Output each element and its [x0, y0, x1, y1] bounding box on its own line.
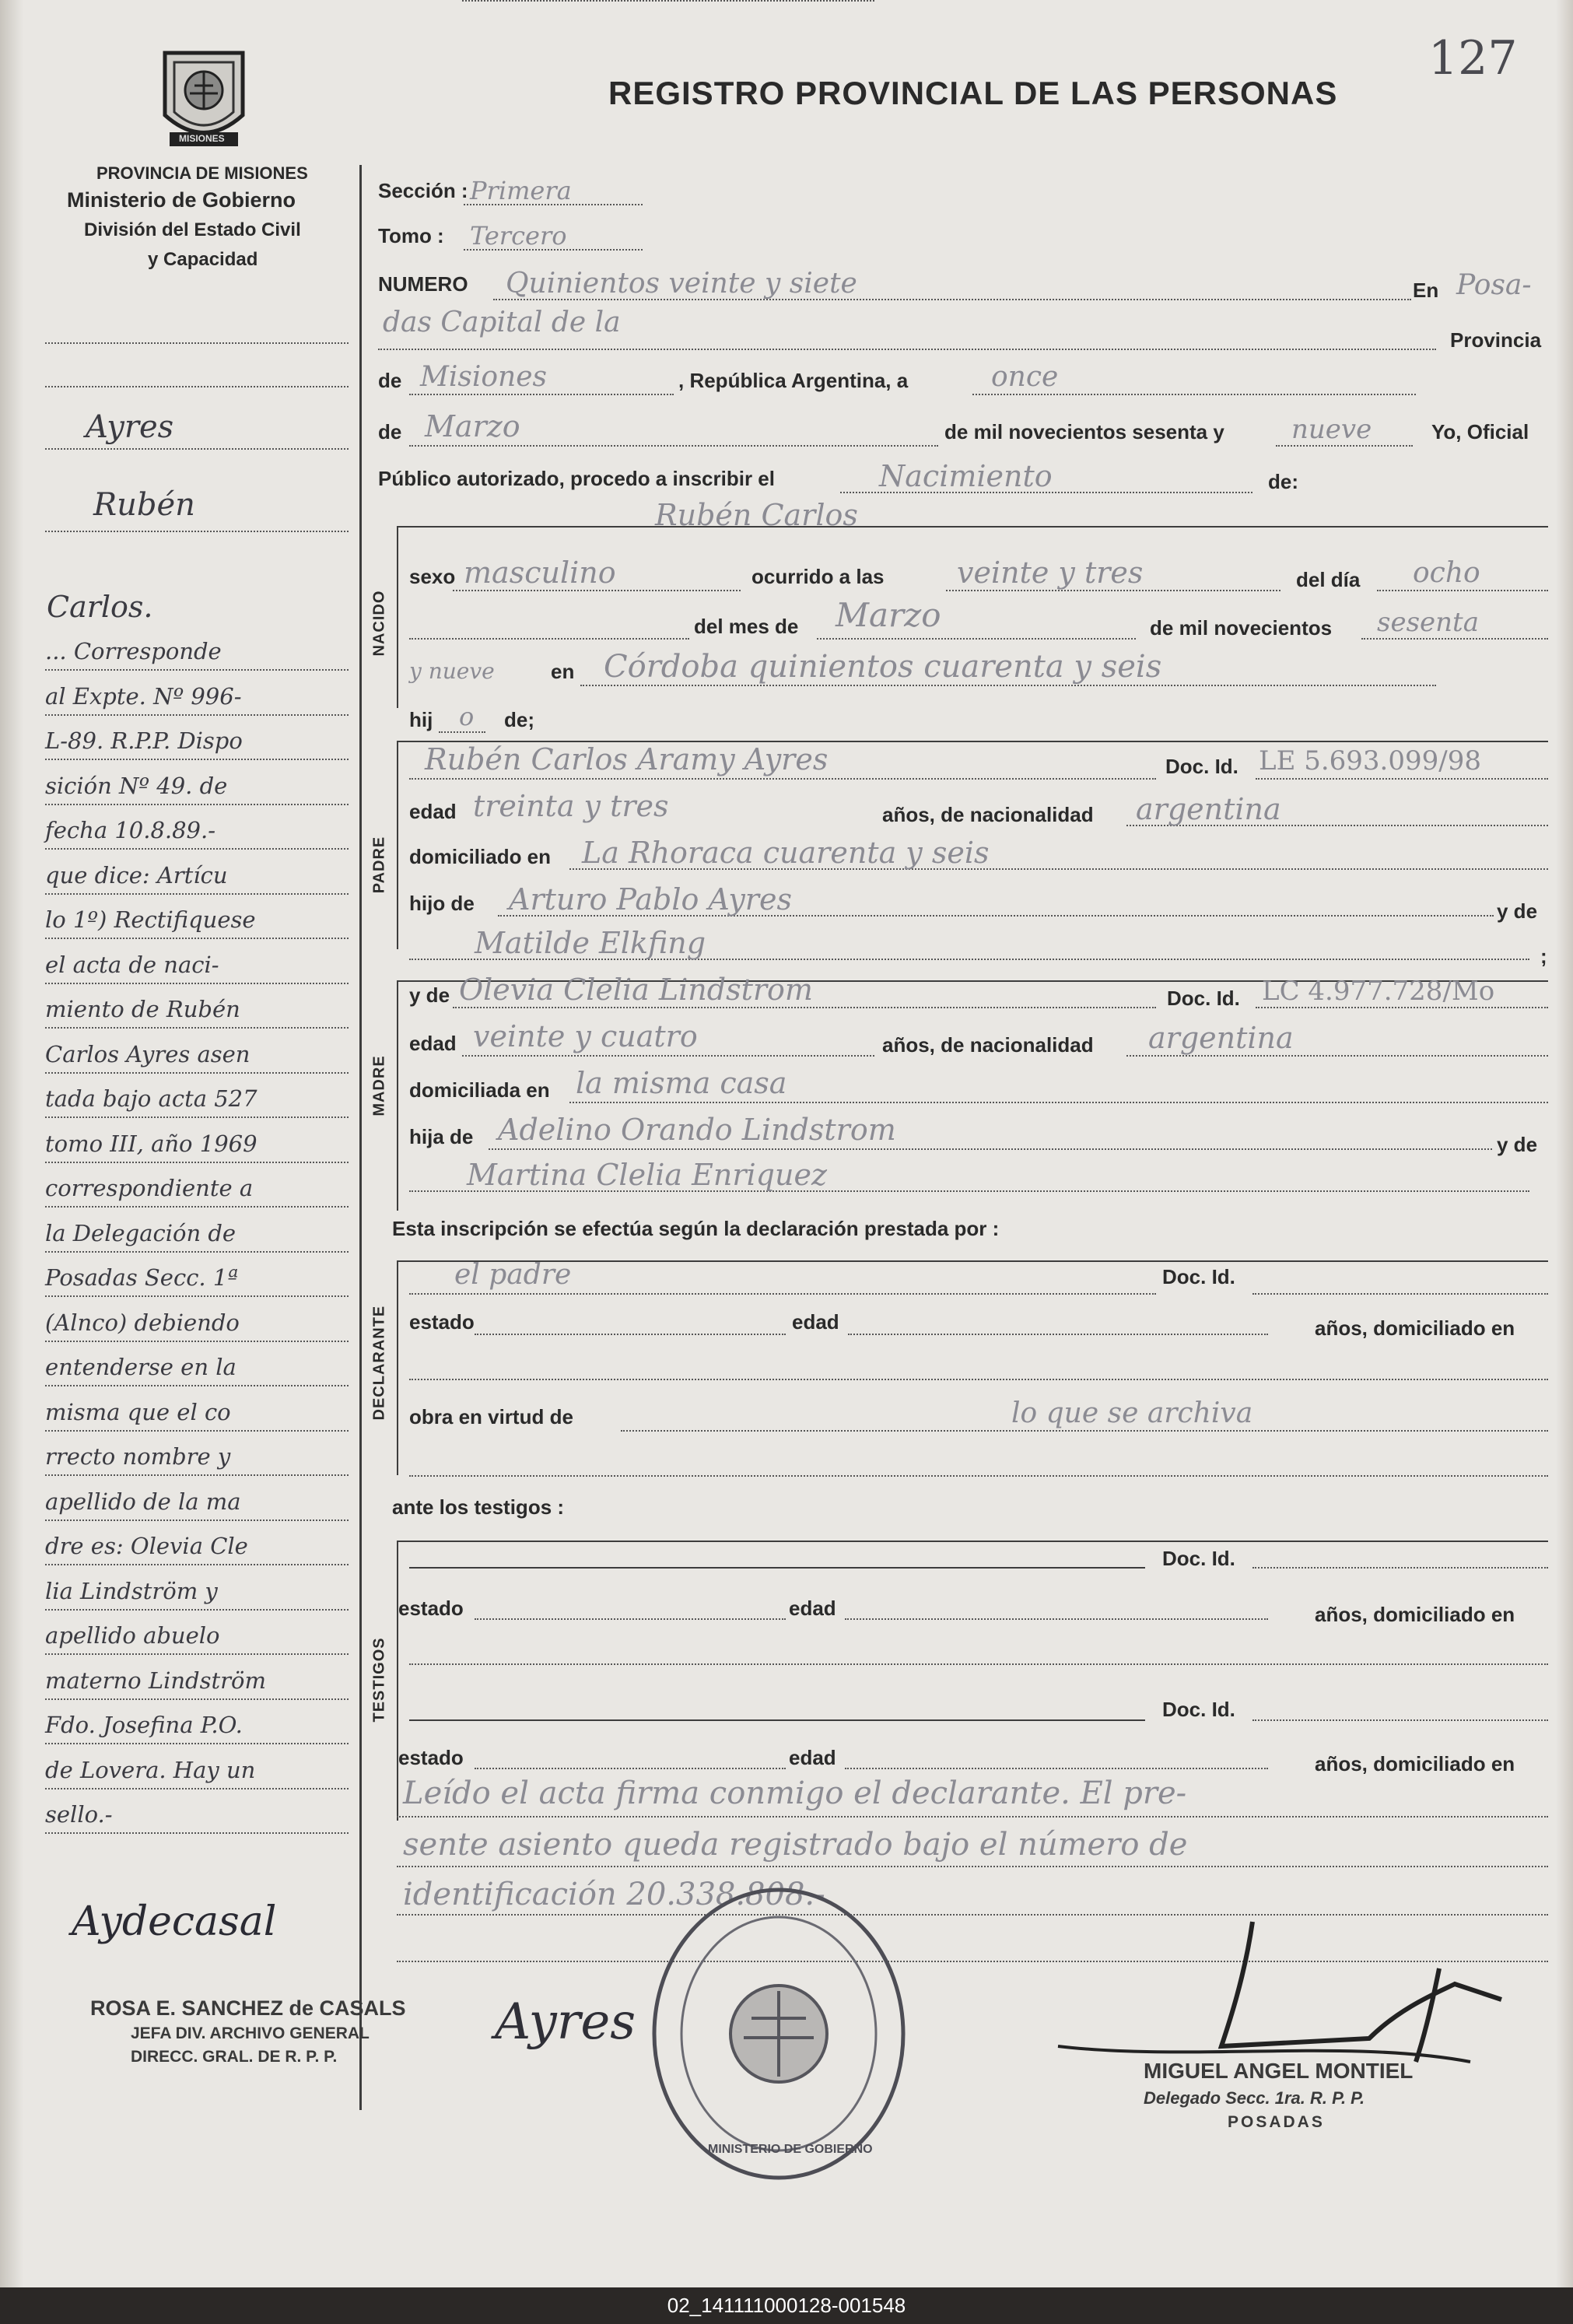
line-madre-edad — [462, 1055, 874, 1057]
value-place-line2: das Capital de la — [383, 307, 621, 338]
line-testigo2-doc — [1252, 1719, 1548, 1721]
margin-annotation-line: lo 1º) Rectifiquese — [45, 906, 256, 933]
right-signature — [1035, 1914, 1540, 2070]
margin-annotation-line: ... Corresponde — [45, 638, 222, 664]
label-declarante-estado: estado — [409, 1310, 475, 1334]
label-madre-y-de-2: y de — [1497, 1133, 1538, 1156]
line-madre-nac — [1126, 1055, 1548, 1057]
label-sexo: sexo — [409, 565, 456, 588]
margin-line — [45, 983, 349, 984]
testigos-bracket — [397, 1541, 398, 1821]
value-acto: Nacimiento — [879, 459, 1053, 493]
label-madre-edad: edad — [409, 1032, 457, 1055]
label-de-2: de — [378, 420, 402, 443]
label-testigo2-doc: Doc. Id. — [1162, 1698, 1235, 1721]
margin-annotation-line: el acta de naci- — [45, 952, 219, 978]
margin-annotation-line: entenderse en la — [45, 1354, 236, 1380]
label-testigo2-dom: años, domiciliado en — [1315, 1752, 1515, 1775]
stamp-right-role: Delegado Secc. 1ra. R. P. P. — [1144, 2088, 1365, 2108]
margin-line — [45, 531, 349, 532]
line-blank-nac — [409, 638, 689, 640]
label-seccion: Sección : — [378, 179, 468, 202]
line-testigo2-estado — [475, 1768, 786, 1769]
closing-line-1: Leído el acta firma conmigo el declarante. El pre- — [403, 1775, 1187, 1811]
margin-line — [45, 759, 349, 760]
value-madre-nombre: Olevia Clelia Lindstrom — [459, 973, 813, 1007]
line-testigo2-edad — [845, 1768, 1268, 1769]
label-mil-nov: de mil novecientos — [1150, 616, 1333, 640]
margin-annotation-line: que dice: Artícu — [45, 862, 228, 889]
line-dia — [972, 394, 1416, 395]
margin-line — [45, 893, 349, 895]
margin-line — [45, 1072, 349, 1074]
stamp-right-city: POSADAS — [1228, 2113, 1325, 2131]
line-madre-padre — [489, 1148, 1492, 1150]
margin-line — [45, 1116, 349, 1118]
margin-annotation-line: fecha 10.8.89.- — [45, 817, 216, 843]
margin-line — [45, 848, 349, 850]
margin-line — [45, 1206, 349, 1208]
margin-annotation-line: tada bajo acta 527 — [45, 1085, 257, 1112]
margin-firstname: Rubén — [93, 487, 195, 523]
line-obra — [621, 1430, 1548, 1432]
line-sexo — [453, 590, 741, 591]
margin-line — [45, 1027, 349, 1029]
label-testigo1-estado: estado — [398, 1597, 464, 1620]
label-publico: Público autorizado, procedo a inscribir el — [378, 467, 775, 490]
margin-signature: Aydecasal — [72, 1898, 277, 1945]
margin-line — [45, 1832, 349, 1834]
line-testigo1 — [409, 1567, 1145, 1569]
margin-annotation-line: lia Lindström y — [45, 1578, 218, 1604]
line-lugar — [580, 685, 1436, 686]
margin-line — [45, 1251, 349, 1253]
label-declarante-edad: edad — [792, 1310, 839, 1334]
margin-line — [45, 1162, 349, 1163]
line-hora — [946, 590, 1280, 591]
margin-line — [45, 1743, 349, 1744]
margin-annotation-line: la Delegación de — [45, 1220, 236, 1246]
line-obra-2 — [409, 1475, 1548, 1477]
margin-annotation-line: (Alnco) debiendo — [45, 1309, 240, 1336]
margin-line — [45, 1385, 349, 1386]
document-title: REGISTRO PROVINCIAL DE LAS PERSONAS — [608, 75, 1338, 111]
stamp-left-office: DIRECC. GRAL. DE R. P. P. — [131, 2048, 338, 2066]
label-de-p: de; — [504, 708, 534, 731]
margin-secondname: Carlos. — [47, 590, 153, 624]
margin-annotation-line: correspondiente a — [45, 1175, 254, 1201]
label-del-mes: del mes de — [694, 615, 799, 638]
label-testigo2-estado: estado — [398, 1746, 464, 1769]
header-division: División del Estado Civil — [84, 219, 301, 240]
section-nacido: NACIDO — [370, 590, 388, 657]
header-province: PROVINCIA DE MISIONES — [96, 163, 308, 183]
margin-line — [45, 1520, 349, 1521]
margin-line — [45, 669, 349, 671]
line-hijo-letra — [439, 731, 485, 733]
label-provincia: Provincia — [1450, 328, 1542, 352]
value-hijo-letra: o — [459, 702, 475, 731]
header-capacity: y Capacidad — [148, 249, 258, 270]
value-provincia-nombre: Misiones — [420, 361, 548, 393]
column-divider — [359, 165, 362, 2110]
label-ante: ante los testigos : — [392, 1495, 565, 1519]
margin-line — [45, 1609, 349, 1611]
section-testigos: TESTIGOS — [370, 1637, 388, 1723]
label-en: En — [1413, 279, 1439, 302]
margin-annotation-line: Posadas Secc. 1ª — [45, 1264, 239, 1291]
label-en-lugar: en — [551, 660, 575, 683]
line-madre-dom — [569, 1102, 1548, 1103]
value-padre-nombre: Rubén Carlos Aramy Ayres — [425, 742, 829, 776]
label-madre-y-de: y de — [409, 983, 450, 1007]
margin-annotation-line: materno Lindström — [45, 1667, 266, 1694]
margin-line — [45, 1698, 349, 1700]
nacido-bracket — [397, 526, 398, 708]
label-padre-edad: edad — [409, 800, 457, 823]
value-hora: veinte y tres — [957, 556, 1144, 590]
middle-signature: Ayres — [495, 1993, 636, 2051]
margin-annotation-line: rrecto nombre y — [45, 1443, 231, 1470]
stamp-left-role: JEFA DIV. ARCHIVO GENERAL — [131, 2024, 370, 2042]
page-number: 127 — [1428, 31, 1518, 86]
value-dia-nac: ocho — [1413, 557, 1480, 589]
line-ano — [1276, 445, 1413, 447]
line-declarante — [409, 1293, 1156, 1295]
value-madre-padre: Adelino Orando Lindstrom — [498, 1113, 896, 1147]
header-ministry: Ministerio de Gobierno — [67, 188, 296, 212]
label-padre-dom: domiciliado en — [409, 845, 552, 868]
margin-annotation-line: al Expte. Nº 996- — [45, 683, 242, 710]
margin-line — [45, 938, 349, 939]
line-madre-doc — [1256, 1007, 1548, 1008]
value-nombre-nacido: Rubén Carlos — [655, 498, 858, 532]
label-testigo1-doc: Doc. Id. — [1162, 1547, 1235, 1570]
label-testigo1-dom: años, domiciliado en — [1315, 1603, 1515, 1626]
margin-line — [45, 448, 349, 450]
value-ano-nac-a: sesenta — [1377, 607, 1479, 638]
line-place — [378, 349, 1436, 350]
misiones-emblem — [157, 45, 250, 152]
label-testigo2-edad: edad — [789, 1746, 836, 1769]
line-mes-nac — [817, 638, 1136, 640]
closing-line-2: sente asiento queda registrado bajo el número de — [403, 1827, 1188, 1863]
image-caption: 02_141111000128-001548 — [0, 2287, 1573, 2324]
label-ocurrido: ocurrido a las — [751, 565, 885, 588]
margin-annotation-line: tomo III, año 1969 — [45, 1130, 257, 1157]
nacido-top-line — [397, 526, 1548, 528]
margin-annotation-line: sición Nº 49. de — [45, 773, 228, 799]
value-madre-dom: la misma casa — [576, 1066, 787, 1100]
section-declarante: DECLARANTE — [370, 1305, 388, 1421]
margin-line — [45, 1564, 349, 1565]
label-testigo1-edad: edad — [789, 1597, 836, 1620]
margin-line — [45, 1788, 349, 1789]
value-numero: Quinientos veinte y siete — [506, 268, 857, 300]
label-declaracion: Esta inscripción se efectúa según la declaración prestada por : — [392, 1217, 1000, 1240]
margin-annotation-line: Carlos Ayres asen — [45, 1041, 250, 1067]
label-padre-y-de: y de — [1497, 899, 1538, 923]
margin-line — [45, 1295, 349, 1297]
closing-dotline-1 — [397, 1816, 1548, 1817]
margin-annotation-line: L-89. R.P.P. Dispo — [45, 727, 243, 754]
value-dia: once — [991, 361, 1059, 393]
margin-annotation-line: misma que el co — [45, 1399, 231, 1425]
value-madre-edad: veinte y cuatro — [473, 1019, 698, 1053]
margin-line — [45, 804, 349, 805]
official-seal — [650, 1886, 907, 2182]
value-padre-madre: Matilde Elkfing — [475, 926, 706, 960]
margin-annotation-line: de Lovera. Hay un — [45, 1757, 256, 1783]
margin-annotation-line: apellido de la ma — [45, 1488, 241, 1515]
value-declarante: el padre — [454, 1259, 572, 1291]
closing-dotline-2 — [397, 1866, 1548, 1867]
margin-line — [45, 342, 349, 344]
label-de-1: de — [378, 369, 402, 392]
line-mes — [409, 445, 938, 447]
value-mes: Marzo — [425, 409, 520, 443]
section-padre: PADRE — [370, 836, 388, 894]
margin-annotation-line: apellido abuelo — [45, 1622, 220, 1649]
label-hijo-de: hijo de — [409, 892, 475, 915]
margin-line — [45, 1474, 349, 1476]
margin-annotation-line: dre es: Olevia Cle — [45, 1533, 248, 1559]
label-del-dia: del día — [1296, 568, 1361, 591]
line-testigo1-estado — [475, 1618, 786, 1620]
value-padre-doc: LE 5.693.099/98 — [1259, 745, 1481, 776]
line-padre-edad — [462, 0, 874, 2]
line-declarante-doc — [1252, 1293, 1548, 1295]
label-numero: NUMERO — [378, 272, 468, 296]
label-de-mil: de mil novecientos sesenta y — [944, 420, 1224, 443]
value-padre-nac: argentina — [1136, 792, 1281, 826]
value-madre-doc: LC 4.977.728/Mo — [1262, 976, 1495, 1007]
line-padre-doc — [1256, 778, 1548, 780]
value-padre-dom: La Rhoraca cuarenta y seis — [582, 836, 990, 870]
margin-annotation-line: Fdo. Josefina P.O. — [45, 1712, 243, 1738]
value-lugar: Córdoba quinientos cuarenta y seis — [604, 649, 1162, 685]
label-republica: , República Argentina, a — [678, 369, 909, 392]
line-testigo1-doc — [1252, 1567, 1548, 1569]
label-madre-dom: domiciliada en — [409, 1078, 550, 1102]
line-declarante-estado — [475, 1334, 786, 1335]
line-testigo1-edad — [845, 1618, 1268, 1620]
label-de-colon: de: — [1268, 470, 1298, 493]
padre-bracket — [397, 741, 398, 949]
value-tomo: Tercero — [470, 221, 567, 251]
value-seccion: Primera — [470, 176, 572, 205]
line-ano-nac — [1361, 638, 1548, 640]
label-tomo: Tomo : — [378, 224, 444, 247]
margin-line — [45, 1341, 349, 1342]
declarante-bracket — [397, 1260, 398, 1475]
margin-line — [45, 386, 349, 387]
value-obra: lo que se archiva — [1011, 1397, 1253, 1429]
line-madre-nombre — [453, 1007, 1156, 1008]
value-ano-nac-b: y nueve — [409, 658, 495, 684]
line-testigo2 — [409, 1719, 1145, 1721]
label-declarante-doc: Doc. Id. — [1162, 1265, 1235, 1288]
value-padre-padre: Arturo Pablo Ayres — [509, 882, 792, 917]
stamp-right-name: MIGUEL ANGEL MONTIEL — [1144, 2059, 1414, 2083]
line-padre-nombre — [409, 778, 1156, 780]
madre-bracket — [397, 980, 398, 1211]
line-testigo1-dom — [409, 1663, 1548, 1665]
margin-surname: Ayres — [86, 409, 174, 445]
line-provincia-nombre — [409, 394, 674, 395]
label-semicolon: ; — [1540, 945, 1547, 968]
line-declarante-edad — [848, 1334, 1268, 1335]
label-obra: obra en virtud de — [409, 1405, 573, 1428]
label-padre-nac: años, de nacionalidad — [882, 803, 1094, 826]
label-madre-doc: Doc. Id. — [1167, 987, 1240, 1010]
label-hija-de: hija de — [409, 1125, 474, 1148]
value-mes-nac: Marzo — [836, 596, 941, 634]
line-declarante-dom — [409, 1379, 1548, 1380]
emblem-label: MISIONES — [179, 133, 225, 144]
margin-line — [45, 1653, 349, 1655]
margin-annotation-line: miento de Rubén — [45, 996, 240, 1022]
section-madre: MADRE — [370, 1055, 388, 1116]
label-hij: hij — [409, 708, 433, 731]
value-madre-nac: argentina — [1148, 1021, 1294, 1055]
stamp-left-name: ROSA E. SANCHEZ de CASALS — [90, 1996, 406, 2020]
line-dia-nac — [1377, 590, 1548, 591]
margin-line — [45, 1430, 349, 1432]
margin-annotation-line: sello.- — [45, 1801, 113, 1828]
label-declarante-dom: años, domiciliado en — [1315, 1316, 1515, 1340]
value-ano: nueve — [1291, 414, 1372, 445]
value-padre-edad: treinta y tres — [473, 789, 669, 823]
label-padre-doc: Doc. Id. — [1165, 755, 1238, 778]
testigos-top-line — [397, 1541, 1548, 1542]
seal-text: MINISTERIO DE GOBIERNO — [708, 2143, 873, 2156]
label-yo-oficial: Yo, Oficial — [1431, 420, 1529, 443]
closing-line-3: identificación 20.338.808.- — [403, 1877, 825, 1912]
value-madre-madre: Martina Clelia Enriquez — [467, 1158, 827, 1192]
value-sexo: masculino — [464, 556, 616, 590]
margin-line — [45, 714, 349, 716]
label-madre-nac: años, de nacionalidad — [882, 1033, 1094, 1057]
value-en-place: Posa- — [1456, 269, 1532, 301]
